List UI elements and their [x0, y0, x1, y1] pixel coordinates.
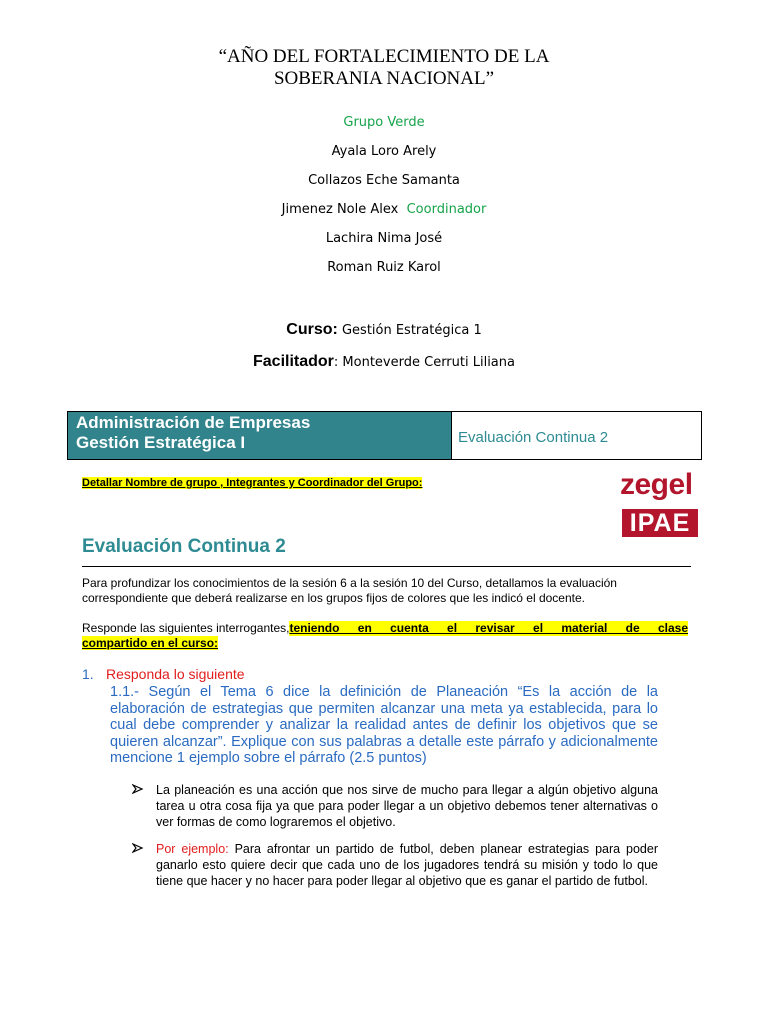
facilitator-value: : Monteverde Cerruti Liliana	[333, 355, 515, 370]
group-name: Grupo Verde	[343, 115, 425, 130]
section-title: Evaluación Continua 2	[82, 536, 286, 557]
ipae-logo: IPAE	[622, 509, 698, 537]
coordinator-tag: Coordinador	[406, 202, 487, 217]
zegel-logo: zegel	[620, 468, 693, 501]
question-1-number: 1.	[82, 666, 94, 682]
member-3: Jimenez Nole Alex	[281, 202, 399, 217]
facilitator-row	[0, 353, 768, 371]
answer-bullet-2	[156, 841, 658, 889]
title-line-1: “AÑO DEL FORTALECIMIENTO DE LA	[218, 46, 550, 67]
intro-line-2: correspondiente que deberá realizarse en los grupos fijos de colores que les indicó el docente.	[82, 591, 585, 605]
header-program: Administración de Empresas	[76, 413, 311, 432]
member-3-row	[0, 202, 768, 218]
member-4: Lachira Nima José	[325, 231, 443, 246]
facilitator-label: Facilitador	[253, 353, 334, 370]
member-5: Roman Ruiz Karol	[327, 260, 441, 275]
respond-highlight-2: compartido en el curso:	[82, 636, 219, 650]
respond-line-1	[82, 621, 688, 636]
divider	[82, 566, 691, 567]
course-label: Curso:	[286, 321, 338, 338]
intro-paragraph	[82, 576, 688, 606]
respond-paragraph	[82, 621, 688, 651]
example-text: Para afrontar un partido de futbol, deben planear estrategias para poder ganarlo esto quiere decir que cada uno de los jugadores tendrá su misión y todo lo que tiene que hacer y no hacer para poder llegar al objetivo que es ganar el partido de futbol.	[156, 842, 658, 888]
header-left-cell	[68, 412, 452, 459]
course-value: Gestión Estratégica 1	[341, 323, 482, 338]
instruction-text: Detallar Nombre de grupo , Integrantes y Coordinador del Grupo:	[82, 477, 423, 489]
respond-prefix: Responde las siguientes interrogantes,	[82, 621, 290, 635]
instruction	[82, 477, 422, 489]
question-1-1: 1.1.- Según el Tema 6 dice la definición de Planeación “Es la acción de la elaboración de estrategias que permiten alcanzar una meta ya establecida, para lo cual debe comprender y analizar la realidad antes de definir los objetivos que se quieren alcanzar”. Explique con sus palabras a detalle este párrafo y adicionalmente mencione 1 ejemplo sobre el párrafo (2.5 puntos)	[110, 684, 658, 766]
header-course: Gestión Estratégica I	[76, 433, 246, 452]
member-1: Ayala Loro Arely	[331, 144, 437, 159]
respond-highlight-1: teniendo en cuenta el revisar el material de clase	[289, 621, 688, 635]
example-label: Por ejemplo:	[156, 842, 229, 856]
intro-line-1: Para profundizar los conocimientos de la sesión 6 a la sesión 10 del Curso, detallamos la evaluación	[82, 576, 617, 590]
title-line-2: SOBERANIA NACIONAL”	[273, 68, 495, 89]
header-table	[67, 411, 702, 460]
answer-bullet-1: La planeación es una acción que nos sirve de mucho para llegar a algún objetivo alguna tarea u otra cosa fija ya que para poder llegar a un objetivo debemos tener alternativas o ver formas de como lograremos el objetivo.	[156, 783, 658, 829]
arrow-bullet-icon	[132, 843, 144, 856]
header-evaluation: Evaluación Continua 2	[458, 429, 609, 446]
member-2: Collazos Eche Samanta	[308, 173, 460, 188]
arrow-bullet-icon	[132, 784, 144, 797]
question-1	[82, 666, 245, 682]
header-right-cell	[452, 412, 701, 459]
course-row	[0, 321, 768, 339]
question-1-label: Responda lo siguiente	[106, 666, 245, 682]
